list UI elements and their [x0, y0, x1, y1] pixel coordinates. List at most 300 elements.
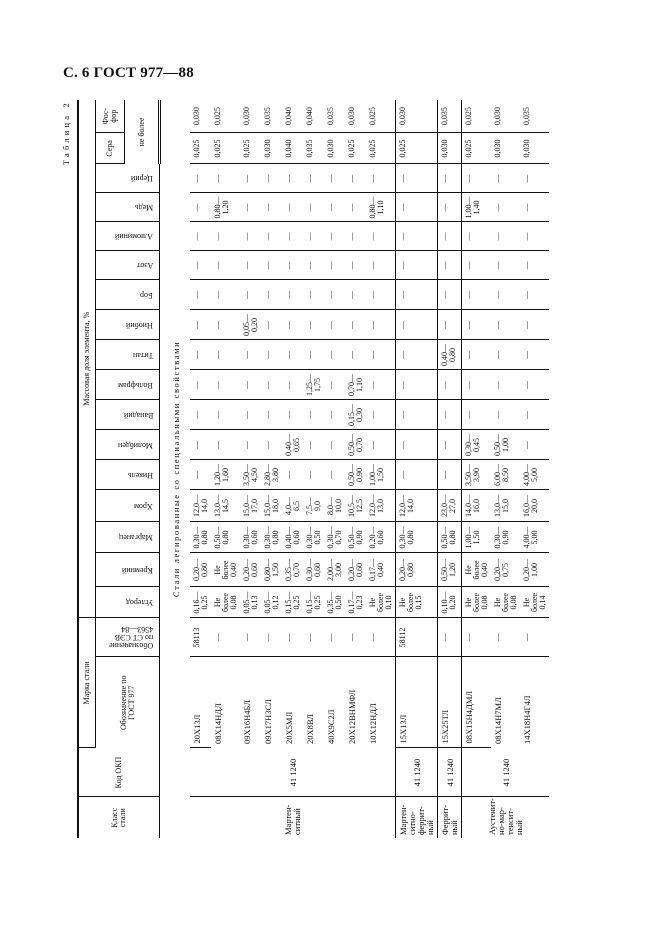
- molybdenum-value: 0,50— 1,00: [491, 430, 520, 460]
- niobium-value: 0,05— 0,20: [240, 310, 261, 340]
- nickel-value: —: [438, 460, 462, 490]
- silicon-value: 0,35— 0,70: [282, 553, 303, 587]
- header-grade-gost: Обозначение по ГОСТ 977: [96, 657, 160, 748]
- header-nickel: [96, 460, 160, 490]
- nitrogen-value: —: [491, 251, 520, 280]
- nickel-value: 4,00— 5,00: [520, 460, 549, 490]
- vanadium-value: —: [462, 400, 492, 430]
- header-silicon: [96, 553, 160, 587]
- header-sulfur: Сера: [96, 133, 125, 164]
- table-row: [366, 100, 396, 838]
- steel-composition-table: [77, 100, 549, 838]
- molybdenum-value: —: [303, 430, 324, 460]
- header-nitrogen-text: Азот: [136, 261, 153, 271]
- phosphorus-value: 0,025: [462, 100, 492, 133]
- header-steel-class: Класс стали: [78, 797, 160, 838]
- molybdenum-value: —: [396, 430, 438, 460]
- nickel-value: 6,00— 8,50: [491, 460, 520, 490]
- silicon-value: Не более 0,40: [211, 553, 240, 587]
- chromium-value: 13,0— 15,0: [491, 490, 520, 522]
- boron-value: —: [396, 280, 438, 310]
- header-niobium: [96, 310, 160, 340]
- boron-value: —: [324, 280, 345, 310]
- titanium-value: —: [240, 340, 261, 370]
- niobium-value: —: [261, 310, 282, 340]
- sulfur-value: 0,035: [303, 133, 324, 164]
- cerium-value: —: [324, 164, 345, 193]
- carbon-value: Не более 0,08: [462, 587, 492, 618]
- boron-value: —: [491, 280, 520, 310]
- sulfur-value: 0,030: [491, 133, 520, 164]
- header-titanium: [96, 340, 160, 370]
- manganese-value: 0,50— 0,80: [438, 522, 462, 553]
- copper-value: —: [240, 193, 261, 222]
- header-cerium: [96, 164, 160, 193]
- titanium-value: —: [261, 340, 282, 370]
- copper-value: —: [396, 193, 438, 222]
- copper-value: —: [303, 193, 324, 222]
- carbon-value: Не более 0,15: [396, 587, 438, 618]
- chromium-value: 15,0— 18,0: [261, 490, 282, 522]
- silicon-value: 0,50— 1,20: [438, 553, 462, 587]
- chromium-value: 16,0— 20,0: [520, 490, 549, 522]
- titanium-value: —: [366, 340, 396, 370]
- chromium-value: 7,5— 9,0: [303, 490, 324, 522]
- manganese-value: 0,30— 0,80: [190, 522, 211, 553]
- nitrogen-value: —: [438, 251, 462, 280]
- sev-grade-cell: —: [462, 618, 492, 657]
- header-vanadium: [96, 400, 160, 430]
- cerium-value: —: [282, 164, 303, 193]
- tungsten-value: —: [324, 370, 345, 400]
- header-vanadium-text: Ванадий: [123, 411, 153, 420]
- phosphorus-value: 0,040: [303, 100, 324, 133]
- aluminium-value: —: [282, 222, 303, 251]
- nitrogen-value: —: [211, 251, 240, 280]
- niobium-value: —: [324, 310, 345, 340]
- chromium-value: 12,0— 14,0: [190, 490, 211, 522]
- phosphorus-value: 0,025: [211, 100, 240, 133]
- header-manganese: [96, 522, 160, 553]
- tungsten-value: —: [491, 370, 520, 400]
- molybdenum-value: 0,50— 0,70: [345, 430, 366, 460]
- nickel-value: 3,50— 4,50: [240, 460, 261, 490]
- molybdenum-value: —: [324, 430, 345, 460]
- silicon-value: 0,20— 0,80: [396, 553, 438, 587]
- sev-grade-cell: —: [240, 618, 261, 657]
- molybdenum-value: —: [366, 430, 396, 460]
- manganese-value: 1,00— 1,50: [462, 522, 492, 553]
- nickel-value: —: [324, 460, 345, 490]
- copper-value: —: [520, 193, 549, 222]
- nitrogen-value: —: [462, 251, 492, 280]
- copper-value: 0,80— 1,20: [211, 193, 240, 222]
- header-steel-grade: Марка стали: [78, 618, 96, 748]
- nitrogen-value: —: [520, 251, 549, 280]
- carbon-value: 0,10— 0,20: [438, 587, 462, 618]
- carbon-value: 0,15— 0,25: [303, 587, 324, 618]
- aluminium-value: —: [396, 222, 438, 251]
- table-row: [438, 100, 462, 838]
- tungsten-value: —: [261, 370, 282, 400]
- sev-grade-cell: —: [438, 618, 462, 657]
- copper-value: 1,00— 1,40: [462, 193, 492, 222]
- chromium-value: 23,0— 27,0: [438, 490, 462, 522]
- niobium-value: —: [366, 310, 396, 340]
- phosphorus-value: 0,030: [240, 100, 261, 133]
- sev-grade-cell: —: [303, 618, 324, 657]
- cerium-value: —: [396, 164, 438, 193]
- nitrogen-value: —: [261, 251, 282, 280]
- copper-value: —: [438, 193, 462, 222]
- copper-value: —: [491, 193, 520, 222]
- niobium-value: —: [462, 310, 492, 340]
- carbon-value: Не более 0,10: [366, 587, 396, 618]
- header-molybdenum-text: Молибден: [118, 441, 153, 450]
- header-molybdenum: [96, 430, 160, 460]
- header-boron: [96, 280, 160, 310]
- tungsten-value: 1,25— 1,75: [303, 370, 324, 400]
- copper-value: —: [345, 193, 366, 222]
- silicon-value: Не более 0,40: [462, 553, 492, 587]
- tungsten-value: —: [520, 370, 549, 400]
- aluminium-value: —: [190, 222, 211, 251]
- molybdenum-value: —: [211, 430, 240, 460]
- titanium-value: —: [396, 340, 438, 370]
- silicon-value: 0,17— 0,40: [366, 553, 396, 587]
- manganese-value: 0,50— 0,80: [211, 522, 240, 553]
- titanium-value: 0,40— 0,80: [438, 340, 462, 370]
- section-title: Стали легированные со специальными свойствами: [171, 340, 181, 598]
- sulfur-value: 0,025: [462, 133, 492, 164]
- sev-grade-cell: —: [324, 618, 345, 657]
- chromium-value: 8,0— 10,0: [324, 490, 345, 522]
- nitrogen-value: —: [324, 251, 345, 280]
- silicon-value: 0,20— 0,80: [190, 553, 211, 587]
- sulfur-value: 0,025: [366, 133, 396, 164]
- chromium-value: 4,0— 6,5: [282, 490, 303, 522]
- tungsten-value: —: [282, 370, 303, 400]
- boron-value: —: [366, 280, 396, 310]
- cerium-value: —: [462, 164, 492, 193]
- header-grade-sev: [96, 618, 160, 657]
- sev-grade-cell: 58113: [190, 618, 211, 657]
- steel-grade-cell: 08Х15Н4ДМЛ: [462, 657, 492, 748]
- nickel-value: 1,20— 1,60: [211, 460, 240, 490]
- steel-grade-cell: 14Х18Н4Г4Л: [522, 695, 532, 744]
- boron-value: —: [261, 280, 282, 310]
- sulfur-value: 0,025: [396, 133, 438, 164]
- header-aluminium-text: Алюминий: [115, 232, 153, 242]
- nitrogen-value: —: [345, 251, 366, 280]
- chromium-value: 14,0— 16,0: [462, 490, 492, 522]
- nitrogen-value: —: [366, 251, 396, 280]
- header-aluminium: [96, 222, 160, 251]
- header-nitrogen: [96, 251, 160, 280]
- nickel-value: —: [303, 460, 324, 490]
- aluminium-value: —: [211, 222, 240, 251]
- molybdenum-value: —: [190, 430, 211, 460]
- sev-grade-cell: 58112: [396, 618, 438, 657]
- silicon-value: 0,30— 0,60: [303, 553, 324, 587]
- silicon-value: 0,20— 0,60: [345, 553, 366, 587]
- nitrogen-value: —: [282, 251, 303, 280]
- manganese-value: 0,20— 0,60: [366, 522, 396, 553]
- okp-code-cell: 41 1240: [462, 748, 550, 797]
- sev-grade-cell: —: [211, 618, 240, 657]
- niobium-value: —: [491, 310, 520, 340]
- titanium-value: —: [282, 340, 303, 370]
- niobium-value: —: [211, 310, 240, 340]
- aluminium-value: —: [366, 222, 396, 251]
- vanadium-value: —: [261, 400, 282, 430]
- cerium-value: —: [491, 164, 520, 193]
- header-phosphorus: Фос- фор: [96, 100, 125, 133]
- aluminium-value: —: [303, 222, 324, 251]
- manganese-value: 4,00— 5,00: [520, 522, 549, 553]
- header-cerium-text: Церий: [131, 174, 153, 184]
- nitrogen-value: —: [240, 251, 261, 280]
- carbon-value: 0,15— 0,25: [282, 587, 303, 618]
- table-2-rotated: [61, 100, 549, 838]
- manganese-value: 0,30— 0,80: [396, 522, 438, 553]
- vanadium-value: 0,15— 0,30: [345, 400, 366, 430]
- table-row: [520, 100, 549, 838]
- molybdenum-value: —: [438, 430, 462, 460]
- chromium-value: 12,0— 14,0: [396, 490, 438, 522]
- tungsten-value: —: [462, 370, 492, 400]
- header-grade-sev-text: Обозначение по СТ СЭВ 4563—84: [108, 625, 153, 651]
- carbon-value: 0,35— 0,50: [324, 587, 345, 618]
- niobium-value: —: [520, 310, 549, 340]
- nickel-value: 3,50— 3,90: [462, 460, 492, 490]
- cerium-value: —: [261, 164, 282, 193]
- phosphorus-value: 0,030: [491, 100, 520, 133]
- tungsten-value: —: [396, 370, 438, 400]
- nickel-value: 2,80— 3,80: [261, 460, 282, 490]
- vanadium-value: —: [520, 400, 549, 430]
- cerium-value: —: [438, 164, 462, 193]
- steel-grade-cell: 10Х12НДЛ: [368, 703, 378, 744]
- copper-value: —: [324, 193, 345, 222]
- nitrogen-value: —: [396, 251, 438, 280]
- header-titanium-text: Титан: [132, 351, 153, 360]
- aluminium-value: —: [324, 222, 345, 251]
- sulfur-value: 0,040: [282, 133, 303, 164]
- tungsten-value: —: [240, 370, 261, 400]
- sulfur-value: 0,025: [345, 133, 366, 164]
- nickel-value: —: [282, 460, 303, 490]
- silicon-value: 0,20— 0,75: [491, 553, 520, 587]
- sulfur-value: 0,025: [211, 133, 240, 164]
- header-silicon-text: Кремний: [122, 566, 153, 575]
- cerium-value: —: [366, 164, 396, 193]
- molybdenum-value: —: [520, 430, 549, 460]
- vanadium-value: —: [211, 400, 240, 430]
- titanium-value: —: [491, 340, 520, 370]
- boron-value: —: [438, 280, 462, 310]
- steel-grade-cell: 15Х25ТЛ: [438, 657, 462, 748]
- cerium-value: —: [240, 164, 261, 193]
- carbon-value: Не более 0,08: [491, 587, 520, 618]
- copper-value: —: [190, 193, 211, 222]
- sulfur-value: 0,030: [520, 133, 549, 164]
- steel-grade-cell: 20Х13Л: [190, 657, 211, 748]
- silicon-value: 2,00— 3,00: [324, 553, 345, 587]
- copper-value: —: [282, 193, 303, 222]
- silicon-value: 0,20— 0,60: [240, 553, 261, 587]
- manganese-value: 0,40— 0,60: [282, 522, 303, 553]
- nickel-value: 0,50— 0,90: [345, 460, 366, 490]
- molybdenum-value: —: [240, 430, 261, 460]
- titanium-value: —: [190, 340, 211, 370]
- chromium-value: 12,0— 13,0: [366, 490, 396, 522]
- header-tungsten: [96, 370, 160, 400]
- titanium-value: —: [520, 340, 549, 370]
- manganese-value: 0,50— 0,90: [345, 522, 366, 553]
- sev-grade-cell: —: [366, 618, 396, 657]
- manganese-value: 0,30— 0,90: [491, 522, 520, 553]
- steel-class-cell: Аустенит- но-мар- тенсит- ный: [462, 797, 550, 838]
- aluminium-value: —: [462, 222, 492, 251]
- table-row: [211, 100, 240, 838]
- tungsten-value: —: [211, 370, 240, 400]
- sev-grade-cell: —: [282, 618, 303, 657]
- cerium-value: —: [190, 164, 211, 193]
- aluminium-value: —: [491, 222, 520, 251]
- phosphorus-value: 0,035: [438, 100, 462, 133]
- header-manganese-text: Марганец: [119, 533, 153, 543]
- copper-value: —: [261, 193, 282, 222]
- chromium-value: 10,5— 12,5: [345, 490, 366, 522]
- table-row: [345, 100, 366, 838]
- okp-code-cell: 41 1240: [190, 748, 396, 797]
- vanadium-value: —: [366, 400, 396, 430]
- steel-grade-cell: 08Х14НДЛ: [213, 703, 223, 744]
- steel-grade-cell: 09Х17Н3СЛ: [263, 699, 273, 744]
- aluminium-value: —: [520, 222, 549, 251]
- table-row: [240, 100, 261, 838]
- molybdenum-value: 0,30— 0,45: [462, 430, 492, 460]
- molybdenum-value: —: [261, 430, 282, 460]
- header-copper-text: Медь: [134, 203, 153, 213]
- titanium-value: —: [303, 340, 324, 370]
- aluminium-value: —: [240, 222, 261, 251]
- vanadium-value: —: [396, 400, 438, 430]
- header-carbon: [96, 587, 160, 618]
- nickel-value: 1,00— 1,50: [366, 460, 396, 490]
- sulfur-value: 0,025: [190, 133, 211, 164]
- niobium-value: —: [190, 310, 211, 340]
- boron-value: —: [282, 280, 303, 310]
- header-okp-code: Код ОКП: [78, 748, 160, 797]
- niobium-value: —: [396, 310, 438, 340]
- table-row: [491, 100, 520, 838]
- table-row: [462, 100, 492, 838]
- header-tungsten-text: Вольфрам: [118, 381, 153, 390]
- phosphorus-value: 0,035: [520, 100, 549, 133]
- header-copper: [96, 193, 160, 222]
- niobium-value: —: [345, 310, 366, 340]
- cerium-value: —: [303, 164, 324, 193]
- steel-grade-cell: 09Х16Н4БЛ: [242, 700, 252, 744]
- boron-value: —: [211, 280, 240, 310]
- niobium-value: —: [282, 310, 303, 340]
- phosphorus-value: 0,030: [190, 100, 211, 133]
- steel-grade-cell: 40Х9С2Л: [326, 709, 336, 744]
- tungsten-value: 0,70— 1,10: [345, 370, 366, 400]
- titanium-value: —: [324, 340, 345, 370]
- phosphorus-value: 0,030: [345, 100, 366, 133]
- titanium-value: —: [345, 340, 366, 370]
- cerium-value: —: [345, 164, 366, 193]
- sulfur-value: 0,030: [261, 133, 282, 164]
- sev-grade-cell: —: [520, 618, 549, 657]
- table-row: [396, 100, 438, 838]
- header-chromium-text: Хром: [134, 502, 153, 511]
- manganese-value: 0,30— 0,80: [261, 522, 282, 553]
- steel-grade-cell: 08Х14Н7МЛ: [493, 697, 503, 744]
- vanadium-value: —: [240, 400, 261, 430]
- steel-grade-cell: 20Х8ВЛ: [305, 714, 315, 744]
- sulfur-value: 0,025: [240, 133, 261, 164]
- okp-code-cell: 41 1240: [396, 748, 438, 797]
- carbon-value: Не более 0,08: [211, 587, 240, 618]
- silicon-value: 0,20— 1,00: [520, 553, 549, 587]
- sev-grade-cell: —: [261, 618, 282, 657]
- vanadium-value: —: [282, 400, 303, 430]
- aluminium-value: —: [345, 222, 366, 251]
- phosphorus-value: 0,040: [282, 100, 303, 133]
- manganese-value: 0,30— 0,70: [324, 522, 345, 553]
- carbon-value: Не более 0,14: [520, 587, 549, 618]
- steel-class-cell: Мартен- ситно- феррит- ный: [396, 797, 438, 838]
- sulfur-value: 0,030: [324, 133, 345, 164]
- header-mass-fraction: Массовая доля элемента, %: [78, 100, 96, 618]
- header-niobium-text: Ниобий: [126, 321, 153, 330]
- boron-value: —: [190, 280, 211, 310]
- vanadium-value: —: [190, 400, 211, 430]
- tungsten-value: —: [366, 370, 396, 400]
- titanium-value: —: [211, 340, 240, 370]
- silicon-value: 0,80— 1,50: [261, 553, 282, 587]
- nitrogen-value: —: [303, 251, 324, 280]
- phosphorus-value: 0,035: [261, 100, 282, 133]
- nitrogen-value: —: [190, 251, 211, 280]
- titanium-value: —: [462, 340, 492, 370]
- steel-class-cell: Мартен- ситный: [283, 804, 302, 835]
- okp-code-cell: 41 1240: [438, 748, 462, 797]
- boron-value: —: [462, 280, 492, 310]
- tungsten-value: —: [190, 370, 211, 400]
- phosphorus-value: 0,030: [396, 100, 438, 133]
- page-header: С. 6 ГОСТ 977—88: [63, 65, 194, 81]
- boron-value: —: [303, 280, 324, 310]
- carbon-value: 0,16— 0,25: [190, 587, 211, 618]
- nickel-value: —: [396, 460, 438, 490]
- table-row: [190, 100, 211, 838]
- steel-grade-cell: 15Х13Л: [396, 657, 438, 748]
- sev-grade-cell: —: [345, 618, 366, 657]
- cerium-value: —: [211, 164, 240, 193]
- boron-value: —: [345, 280, 366, 310]
- header-not-more: не более: [125, 100, 160, 164]
- vanadium-value: —: [491, 400, 520, 430]
- carbon-value: 0,05— 0,13: [240, 587, 261, 618]
- header-nickel-text: Никель: [128, 471, 153, 480]
- carbon-value: 0,17— 0,23: [345, 587, 366, 618]
- header-boron-text: Бор: [140, 291, 153, 300]
